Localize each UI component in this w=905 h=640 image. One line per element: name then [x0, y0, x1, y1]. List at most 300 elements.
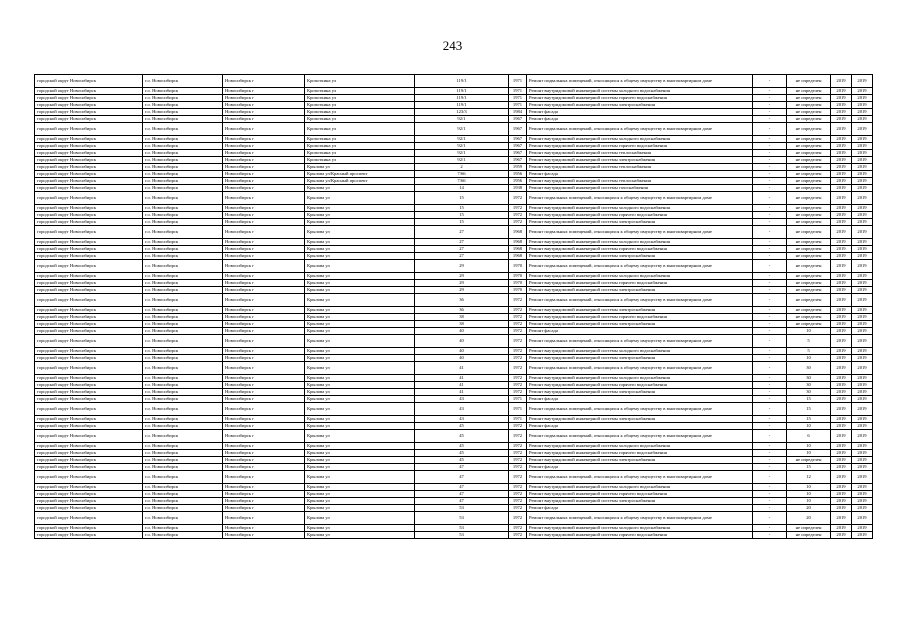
cell-city: Новосибирск г [223, 246, 305, 253]
cell-house: 123/3 [415, 109, 509, 116]
cell-dash: - [753, 294, 787, 307]
cell-city: Новосибирск г [223, 484, 305, 491]
cell-y1: 2019 [831, 471, 852, 484]
cell-y2: 2019 [852, 423, 873, 430]
cell-status: 10 [787, 328, 831, 335]
cell-mo: г.о. Новосибирск [143, 430, 223, 443]
cell-house: 27 [415, 226, 509, 239]
cell-year: 1972 [509, 382, 527, 389]
table-row [35, 205, 873, 212]
table-row [35, 260, 873, 273]
cell-status: не определен [787, 307, 831, 314]
cell-okrug: городской округ Новосибирск [35, 246, 143, 253]
cell-okrug: городской округ Новосибирск [35, 512, 143, 525]
cell-street: Кропоткина ул [305, 102, 415, 109]
cell-y2: 2019 [852, 294, 873, 307]
cell-city: Новосибирск г [223, 136, 305, 143]
cell-city: Новосибирск г [223, 307, 305, 314]
cell-dash: - [753, 525, 787, 532]
cell-dash: - [753, 423, 787, 430]
cell-okrug: городской округ Новосибирск [35, 273, 143, 280]
cell-city: Новосибирск г [223, 382, 305, 389]
cell-year: 1971 [509, 102, 527, 109]
table-row [35, 471, 873, 484]
cell-year: 1967 [509, 136, 527, 143]
cell-y1: 2019 [831, 178, 852, 185]
cell-work: Ремонт подвальных помещений, относящихся к общему имуществу в многоквартирном доме [527, 430, 753, 443]
cell-city: Новосибирск г [223, 95, 305, 102]
cell-y1: 2019 [831, 273, 852, 280]
cell-status: не определен [787, 525, 831, 532]
cell-okrug: городской округ Новосибирск [35, 226, 143, 239]
cell-house: 29 [415, 287, 509, 294]
cell-work: Ремонт внутридомовой инженерной системы электроснабжения [527, 355, 753, 362]
cell-street: Кропоткина ул [305, 150, 415, 157]
cell-dash: - [753, 484, 787, 491]
cell-mo: г.о. Новосибирск [143, 382, 223, 389]
cell-year: 1972 [509, 443, 527, 450]
cell-mo: г.о. Новосибирск [143, 362, 223, 375]
cell-y2: 2019 [852, 335, 873, 348]
cell-mo: г.о. Новосибирск [143, 88, 223, 95]
cell-mo: г.о. Новосибирск [143, 403, 223, 416]
cell-mo: г.о. Новосибирск [143, 164, 223, 171]
cell-mo: г.о. Новосибирск [143, 253, 223, 260]
cell-dash: - [753, 375, 787, 382]
cell-y2: 2019 [852, 178, 873, 185]
cell-status: 10 [787, 498, 831, 505]
cell-street: Крылова ул [305, 205, 415, 212]
cell-status: не определен [787, 219, 831, 226]
cell-y1: 2019 [831, 116, 852, 123]
cell-street: Крылова ул [305, 226, 415, 239]
cell-work: Ремонт фасада [527, 328, 753, 335]
cell-okrug: городской округ Новосибирск [35, 239, 143, 246]
cell-dash: - [753, 403, 787, 416]
cell-work: Ремонт подвальных помещений, относящихся к общему имуществу в многоквартирном доме [527, 123, 753, 136]
cell-status: не определен [787, 150, 831, 157]
cell-y2: 2019 [852, 443, 873, 450]
cell-year: 1967 [509, 150, 527, 157]
cell-status: не определен [787, 246, 831, 253]
cell-city: Новосибирск г [223, 389, 305, 396]
cell-y2: 2019 [852, 192, 873, 205]
cell-y1: 2019 [831, 75, 852, 88]
cell-okrug: городской округ Новосибирск [35, 123, 143, 136]
cell-work: Ремонт внутридомовой инженерной системы холодного водоснабжения [527, 273, 753, 280]
cell-status: не определен [787, 192, 831, 205]
cell-year: 1968 [509, 239, 527, 246]
cell-city: Новосибирск г [223, 185, 305, 192]
cell-house: 38 [415, 314, 509, 321]
cell-year: 1972 [509, 192, 527, 205]
cell-work: Ремонт внутридомовой инженерной системы горячего водоснабжения [527, 491, 753, 498]
cell-house: 92/1 [415, 136, 509, 143]
cell-y2: 2019 [852, 226, 873, 239]
cell-mo: г.о. Новосибирск [143, 178, 223, 185]
cell-y1: 2019 [831, 491, 852, 498]
cell-okrug: городской округ Новосибирск [35, 253, 143, 260]
cell-house: 36 [415, 294, 509, 307]
cell-status: не определен [787, 294, 831, 307]
table-row [35, 171, 873, 178]
cell-house: 119/1 [415, 95, 509, 102]
cell-y1: 2019 [831, 102, 852, 109]
cell-dash: - [753, 192, 787, 205]
cell-y2: 2019 [852, 143, 873, 150]
cell-dash: - [753, 416, 787, 423]
cell-city: Новосибирск г [223, 157, 305, 164]
cell-city: Новосибирск г [223, 280, 305, 287]
cell-y2: 2019 [852, 525, 873, 532]
table-row [35, 294, 873, 307]
cell-city: Новосибирск г [223, 403, 305, 416]
cell-street: Крылова ул [305, 321, 415, 328]
cell-house: 45 [415, 457, 509, 464]
cell-y1: 2019 [831, 423, 852, 430]
cell-street: Крылова ул [305, 348, 415, 355]
cell-okrug: городской округ Новосибирск [35, 532, 143, 539]
cell-y1: 2019 [831, 136, 852, 143]
cell-work: Ремонт внутридомовой инженерной системы горячего водоснабжения [527, 280, 753, 287]
cell-okrug: городской округ Новосибирск [35, 205, 143, 212]
cell-okrug: городской округ Новосибирск [35, 423, 143, 430]
cell-work: Ремонт внутридомовой инженерной системы электроснабжения [527, 416, 753, 423]
cell-dash: - [753, 164, 787, 171]
cell-y2: 2019 [852, 287, 873, 294]
cell-street: Крылова ул [305, 430, 415, 443]
cell-work: Ремонт подвальных помещений, относящихся к общему имуществу в многоквартирном доме [527, 471, 753, 484]
cell-dash: - [753, 389, 787, 396]
cell-okrug: городской округ Новосибирск [35, 260, 143, 273]
table-row [35, 239, 873, 246]
cell-work: Ремонт внутридомовой инженерной системы электроснабжения [527, 321, 753, 328]
cell-year: 1972 [509, 335, 527, 348]
cell-street: Крылова ул [305, 328, 415, 335]
table-row [35, 450, 873, 457]
cell-okrug: городской округ Новосибирск [35, 280, 143, 287]
cell-y2: 2019 [852, 403, 873, 416]
cell-y1: 2019 [831, 416, 852, 423]
cell-street: Крылова ул [305, 471, 415, 484]
cell-year: 1959 [509, 164, 527, 171]
cell-status: не определен [787, 136, 831, 143]
table-row [35, 157, 873, 164]
cell-okrug: городской округ Новосибирск [35, 109, 143, 116]
cell-status: не определен [787, 212, 831, 219]
cell-y2: 2019 [852, 273, 873, 280]
cell-work: Ремонт подвальных помещений, относящихся к общему имуществу в многоквартирном доме [527, 335, 753, 348]
cell-mo: г.о. Новосибирск [143, 205, 223, 212]
cell-house: 2 [415, 164, 509, 171]
cell-y1: 2019 [831, 321, 852, 328]
cell-okrug: городской округ Новосибирск [35, 348, 143, 355]
cell-mo: г.о. Новосибирск [143, 505, 223, 512]
cell-status: не определен [787, 226, 831, 239]
cell-y1: 2019 [831, 396, 852, 403]
cell-mo: г.о. Новосибирск [143, 355, 223, 362]
cell-y1: 2019 [831, 171, 852, 178]
cell-y2: 2019 [852, 219, 873, 226]
cell-y2: 2019 [852, 416, 873, 423]
cell-okrug: городской округ Новосибирск [35, 525, 143, 532]
cell-street: Крылова ул [305, 246, 415, 253]
cell-status: 15 [787, 416, 831, 423]
cell-y1: 2019 [831, 328, 852, 335]
cell-status: 5 [787, 348, 831, 355]
cell-street: Крылова ул [305, 491, 415, 498]
cell-house: 7/66 [415, 171, 509, 178]
cell-mo: г.о. Новосибирск [143, 239, 223, 246]
cell-mo: г.о. Новосибирск [143, 396, 223, 403]
cell-house: 47 [415, 464, 509, 471]
cell-street: Кропоткина ул [305, 157, 415, 164]
cell-okrug: городской округ Новосибирск [35, 307, 143, 314]
cell-okrug: городской округ Новосибирск [35, 505, 143, 512]
cell-okrug: городской округ Новосибирск [35, 150, 143, 157]
table-row [35, 185, 873, 192]
cell-y2: 2019 [852, 430, 873, 443]
cell-year: 1972 [509, 532, 527, 539]
cell-mo: г.о. Новосибирск [143, 75, 223, 88]
cell-status: 12 [787, 471, 831, 484]
cell-work: Ремонт фасада [527, 423, 753, 430]
cell-street: Крылова ул [305, 484, 415, 491]
cell-y2: 2019 [852, 171, 873, 178]
cell-year: 1972 [509, 464, 527, 471]
cell-dash: - [753, 75, 787, 88]
cell-year: 1956 [509, 171, 527, 178]
cell-dash: - [753, 280, 787, 287]
cell-y1: 2019 [831, 280, 852, 287]
cell-mo: г.о. Новосибирск [143, 532, 223, 539]
table-row [35, 192, 873, 205]
cell-okrug: городской округ Новосибирск [35, 362, 143, 375]
cell-dash: - [753, 102, 787, 109]
cell-work: Ремонт фасада [527, 116, 753, 123]
cell-y1: 2019 [831, 430, 852, 443]
cell-year: 1972 [509, 457, 527, 464]
cell-year: 1972 [509, 450, 527, 457]
table-row [35, 532, 873, 539]
cell-dash: - [753, 362, 787, 375]
cell-okrug: городской округ Новосибирск [35, 491, 143, 498]
cell-y2: 2019 [852, 498, 873, 505]
cell-okrug: городской округ Новосибирск [35, 396, 143, 403]
cell-y1: 2019 [831, 525, 852, 532]
table-row [35, 143, 873, 150]
cell-y1: 2019 [831, 253, 852, 260]
cell-dash: - [753, 335, 787, 348]
cell-year: 1972 [509, 321, 527, 328]
cell-y2: 2019 [852, 205, 873, 212]
cell-okrug: городской округ Новосибирск [35, 192, 143, 205]
cell-year: 1972 [509, 355, 527, 362]
cell-okrug: городской округ Новосибирск [35, 464, 143, 471]
cell-work: Ремонт внутридомовой инженерной системы электроснабжения [527, 219, 753, 226]
cell-y2: 2019 [852, 246, 873, 253]
cell-y1: 2019 [831, 219, 852, 226]
cell-city: Новосибирск г [223, 355, 305, 362]
cell-status: не определен [787, 314, 831, 321]
cell-y1: 2019 [831, 164, 852, 171]
cell-status: 15 [787, 396, 831, 403]
cell-dash: - [753, 491, 787, 498]
cell-house: 43 [415, 396, 509, 403]
cell-dash: - [753, 150, 787, 157]
table-row [35, 136, 873, 143]
cell-year: 1971 [509, 403, 527, 416]
cell-city: Новосибирск г [223, 212, 305, 219]
cell-okrug: городской округ Новосибирск [35, 287, 143, 294]
cell-street: Крылова ул [305, 362, 415, 375]
cell-city: Новосибирск г [223, 205, 305, 212]
cell-work: Ремонт фасада [527, 171, 753, 178]
table-row [35, 389, 873, 396]
cell-house: 92/1 [415, 150, 509, 157]
cell-mo: г.о. Новосибирск [143, 471, 223, 484]
cell-house: 47 [415, 471, 509, 484]
cell-city: Новосибирск г [223, 219, 305, 226]
table-row [35, 307, 873, 314]
cell-y1: 2019 [831, 362, 852, 375]
cell-mo: г.о. Новосибирск [143, 328, 223, 335]
cell-house: 15 [415, 192, 509, 205]
cell-house: 36 [415, 307, 509, 314]
cell-dash: - [753, 505, 787, 512]
cell-city: Новосибирск г [223, 116, 305, 123]
cell-y1: 2019 [831, 294, 852, 307]
cell-year: 1970 [509, 260, 527, 273]
cell-okrug: городской округ Новосибирск [35, 355, 143, 362]
cell-city: Новосибирск г [223, 525, 305, 532]
cell-dash: - [753, 314, 787, 321]
cell-work: Ремонт внутридомовой инженерной системы электроснабжения [527, 253, 753, 260]
table-row [35, 164, 873, 171]
cell-mo: г.о. Новосибирск [143, 246, 223, 253]
table-row [35, 226, 873, 239]
cell-city: Новосибирск г [223, 416, 305, 423]
cell-dash: - [753, 321, 787, 328]
cell-dash: - [753, 430, 787, 443]
table-row [35, 273, 873, 280]
cell-status: не определен [787, 457, 831, 464]
cell-y2: 2019 [852, 95, 873, 102]
cell-street: Крылова ул [305, 239, 415, 246]
cell-y1: 2019 [831, 450, 852, 457]
table-row [35, 484, 873, 491]
cell-year: 1938 [509, 185, 527, 192]
cell-status: не определен [787, 88, 831, 95]
table-row [35, 95, 873, 102]
cell-status: не определен [787, 253, 831, 260]
cell-dash: - [753, 143, 787, 150]
cell-street: Крылова ул [305, 532, 415, 539]
cell-status: 10 [787, 423, 831, 430]
cell-year: 1968 [509, 253, 527, 260]
cell-house: 41 [415, 362, 509, 375]
cell-house: 7/66 [415, 178, 509, 185]
cell-year: 1972 [509, 328, 527, 335]
cell-city: Новосибирск г [223, 471, 305, 484]
cell-status: 6 [787, 430, 831, 443]
cell-street: Кропоткина ул [305, 88, 415, 95]
cell-year: 1972 [509, 512, 527, 525]
cell-y1: 2019 [831, 205, 852, 212]
cell-work: Ремонт внутридомовой инженерной системы холодного водоснабжения [527, 88, 753, 95]
cell-work: Ремонт внутридомовой инженерной системы холодного водоснабжения [527, 375, 753, 382]
cell-dash: - [753, 95, 787, 102]
cell-city: Новосибирск г [223, 294, 305, 307]
cell-mo: г.о. Новосибирск [143, 102, 223, 109]
cell-work: Ремонт внутридомовой инженерной системы электроснабжения [527, 457, 753, 464]
cell-dash: - [753, 157, 787, 164]
cell-okrug: городской округ Новосибирск [35, 498, 143, 505]
cell-work: Ремонт подвальных помещений, относящихся к общему имуществу в многоквартирном доме [527, 226, 753, 239]
cell-city: Новосибирск г [223, 450, 305, 457]
cell-okrug: городской округ Новосибирск [35, 178, 143, 185]
cell-status: 30 [787, 382, 831, 389]
cell-street: Крылова ул [305, 505, 415, 512]
cell-mo: г.о. Новосибирск [143, 491, 223, 498]
cell-house: 29 [415, 260, 509, 273]
cell-dash: - [753, 355, 787, 362]
cell-work: Ремонт подвальных помещений, относящихся к общему имуществу в многоквартирном доме [527, 362, 753, 375]
cell-street: Крылова ул [305, 307, 415, 314]
cell-okrug: городской округ Новосибирск [35, 430, 143, 443]
cell-y1: 2019 [831, 335, 852, 348]
cell-okrug: городской округ Новосибирск [35, 416, 143, 423]
cell-mo: г.о. Новосибирск [143, 321, 223, 328]
cell-mo: г.о. Новосибирск [143, 423, 223, 430]
cell-mo: г.о. Новосибирск [143, 416, 223, 423]
cell-work: Ремонт внутридомовой инженерной системы теплоснабжения [527, 164, 753, 171]
cell-dash: - [753, 450, 787, 457]
cell-mo: г.о. Новосибирск [143, 226, 223, 239]
cell-dash: - [753, 328, 787, 335]
cell-work: Ремонт внутридомовой инженерной системы горячего водоснабжения [527, 246, 753, 253]
cell-house: 27 [415, 246, 509, 253]
cell-status: не определен [787, 164, 831, 171]
table-row [35, 457, 873, 464]
cell-y1: 2019 [831, 464, 852, 471]
cell-work: Ремонт внутридомовой инженерной системы электроснабжения [527, 287, 753, 294]
cell-status: не определен [787, 321, 831, 328]
cell-y1: 2019 [831, 185, 852, 192]
cell-mo: г.о. Новосибирск [143, 484, 223, 491]
cell-dash: - [753, 116, 787, 123]
table-row [35, 314, 873, 321]
cell-y2: 2019 [852, 123, 873, 136]
cell-dash: - [753, 471, 787, 484]
cell-house: 92/1 [415, 157, 509, 164]
cell-status: не определен [787, 123, 831, 136]
table-row [35, 102, 873, 109]
cell-mo: г.о. Новосибирск [143, 212, 223, 219]
cell-status: не определен [787, 75, 831, 88]
cell-city: Новосибирск г [223, 178, 305, 185]
cell-house: 45 [415, 443, 509, 450]
cell-house: 47 [415, 484, 509, 491]
cell-mo: г.о. Новосибирск [143, 192, 223, 205]
cell-mo: г.о. Новосибирск [143, 375, 223, 382]
table-row [35, 375, 873, 382]
cell-city: Новосибирск г [223, 171, 305, 178]
cell-house: 92/1 [415, 143, 509, 150]
cell-okrug: городской округ Новосибирск [35, 443, 143, 450]
cell-year: 1972 [509, 212, 527, 219]
cell-city: Новосибирск г [223, 348, 305, 355]
